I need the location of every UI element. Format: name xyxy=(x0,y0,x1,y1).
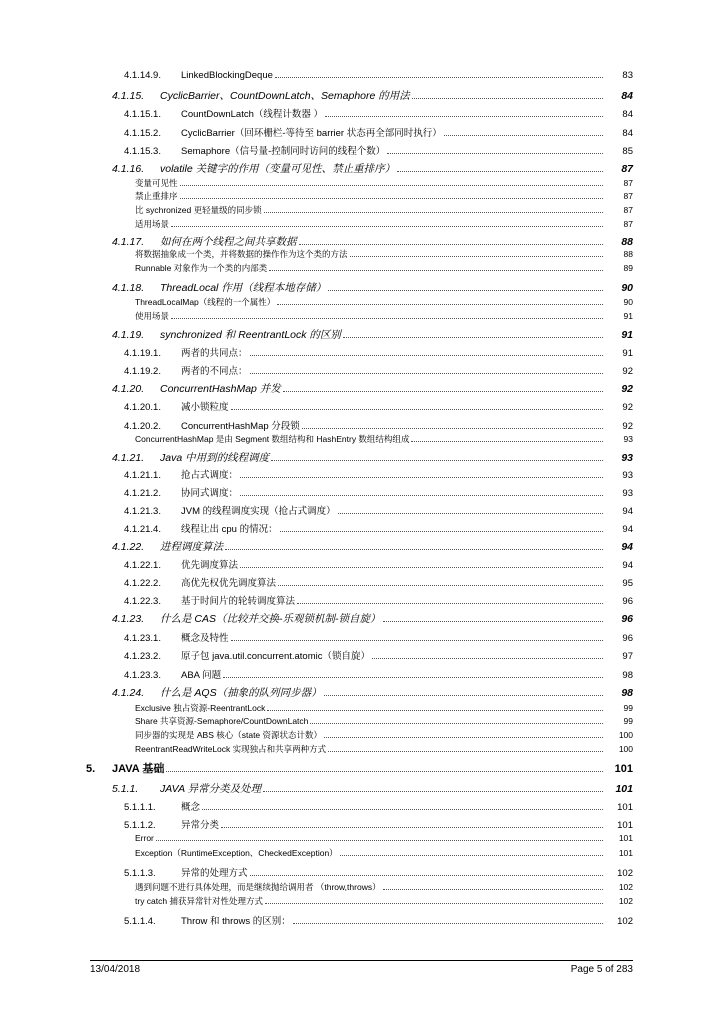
toc-entry[interactable] xyxy=(0,593,720,607)
toc-entry[interactable] xyxy=(0,327,720,342)
footer-date: 13/04/2018 xyxy=(90,964,141,975)
toc-entry-page: 94 xyxy=(621,541,633,553)
toc-entry[interactable] xyxy=(0,248,720,260)
dot-leader xyxy=(325,110,603,117)
toc-entry-number: 5.1.1.3. xyxy=(124,868,156,879)
toc-entry-page: 93 xyxy=(623,434,633,444)
toc-entry-page: 92 xyxy=(622,421,633,432)
toc-entry-page: 88 xyxy=(621,236,633,248)
dot-leader xyxy=(372,652,603,659)
toc-entry-title: 进程调度算法 xyxy=(160,541,223,553)
dot-leader xyxy=(269,265,603,271)
toc-entry-number: 4.1.19.2. xyxy=(124,366,161,377)
toc-entry[interactable] xyxy=(0,70,720,81)
toc-entry-title: CyclicBarrier（回环栅栏-等待至 barrier 状态再全部同时执行） xyxy=(181,128,442,139)
toc-entry-title: 异常的处理方式 xyxy=(181,868,248,879)
toc-entry-page: 91 xyxy=(622,348,633,359)
toc-entry-title: 两者的不同点： xyxy=(181,366,248,377)
toc-entry-title: 什么是 CAS（比较并交换-乐观锁机制-锁自旋） xyxy=(160,613,381,625)
dot-leader xyxy=(166,764,603,772)
toc-entry[interactable] xyxy=(0,575,720,589)
toc-entry-page: 98 xyxy=(621,687,633,699)
footer-page-number: Page 5 of 283 xyxy=(570,964,633,975)
toc-entry[interactable] xyxy=(0,881,720,893)
toc-entry-page: 101 xyxy=(617,820,633,831)
toc-entry-number: 4.1.18. xyxy=(112,282,145,294)
toc-entry-number: 4.1.22. xyxy=(112,541,145,553)
toc-entry-page: 101 xyxy=(615,783,633,795)
toc-entry-page: 101 xyxy=(618,848,633,858)
toc-entry[interactable] xyxy=(0,125,720,139)
dot-leader xyxy=(328,746,603,752)
dot-leader xyxy=(350,251,603,257)
toc-entry-page: 94 xyxy=(622,524,633,535)
toc-entry-page: 89 xyxy=(623,263,633,273)
toc-entry-page: 100 xyxy=(618,730,633,740)
toc-entry-title: JVM 的线程调度实现（抢占式调度） xyxy=(181,506,336,517)
toc-entry-title: 适用场景 xyxy=(135,219,170,229)
toc-entry-number: 4.1.24. xyxy=(112,687,145,699)
dot-leader xyxy=(180,180,603,186)
dot-leader xyxy=(383,884,603,890)
toc-entry-title: 禁止重排序 xyxy=(135,191,178,201)
toc-entry[interactable] xyxy=(0,363,720,377)
toc-entry-page: 97 xyxy=(622,651,633,662)
dot-leader xyxy=(444,129,603,136)
toc-entry-title: ThreadLocalMap（线程的一个属性） xyxy=(135,297,276,307)
toc-entry-page: 99 xyxy=(623,716,633,726)
toc-entry[interactable] xyxy=(0,913,720,927)
dot-leader xyxy=(202,803,603,810)
toc-entry-number: 4.1.23.1. xyxy=(124,633,161,644)
dot-leader xyxy=(412,92,603,99)
toc-entry[interactable] xyxy=(0,345,720,359)
toc-entry-number: 4.1.14.9. xyxy=(124,70,161,81)
toc-entry-title: Error xyxy=(135,833,154,843)
toc-entry-number: 4.1.21.4. xyxy=(124,524,161,535)
toc-entry[interactable] xyxy=(0,234,720,249)
dot-leader xyxy=(299,238,604,245)
toc-entry-number: 4.1.21. xyxy=(112,452,145,464)
toc-entry-page: 84 xyxy=(621,90,633,102)
toc-entry-number: 4.1.20.2. xyxy=(124,421,161,432)
toc-entry[interactable] xyxy=(0,177,720,189)
toc-entry-title: 原子包 java.util.concurrent.atomic（锁自旋） xyxy=(181,651,370,662)
toc-entry-number: 4.1.15. xyxy=(112,90,145,102)
toc-entry-title: 使用场景 xyxy=(135,311,170,321)
toc-entry-title: synchronized 和 ReentrantLock 的区别 xyxy=(160,329,341,341)
toc-entry-number: 4.1.22.3. xyxy=(124,596,161,607)
toc-entry-page: 102 xyxy=(618,882,633,892)
toc-entry-number: 4.1.22.1. xyxy=(124,560,161,571)
toc-entry-number: 4.1.21.2. xyxy=(124,488,161,499)
toc-entry-title: 同步器的实现是 ABS 核心（state 资源状态计数） xyxy=(135,730,323,740)
toc-entry-page: 84 xyxy=(622,109,633,120)
toc-entry-title: 将数据抽象成一个类，并将数据的操作作为这个类的方法 xyxy=(135,249,348,259)
toc-entry[interactable] xyxy=(0,895,720,907)
toc-entry-page: 92 xyxy=(622,402,633,413)
dot-leader xyxy=(265,898,603,904)
toc-entry[interactable] xyxy=(0,381,720,396)
toc-entry-title: try catch 捕获异常针对性处理方式 xyxy=(135,896,263,906)
toc-entry[interactable] xyxy=(0,847,720,859)
dot-leader xyxy=(240,489,603,496)
toc-entry-page: 93 xyxy=(621,452,633,464)
toc-entry[interactable] xyxy=(0,204,720,216)
dot-leader xyxy=(250,367,603,374)
toc-entry-page: 98 xyxy=(622,670,633,681)
toc-entry-page: 96 xyxy=(622,596,633,607)
toc-entry[interactable] xyxy=(0,611,720,626)
dot-leader xyxy=(275,71,603,78)
toc-entry-title: 高优先权优先调度算法 xyxy=(181,578,277,589)
dot-leader xyxy=(297,597,603,604)
toc-entry-title: Exclusive 独占资源-ReentrantLock xyxy=(135,703,266,713)
toc-entry-title: 什么是 AQS（抽象的队列同步器） xyxy=(160,687,322,699)
toc-entry[interactable] xyxy=(0,799,720,813)
toc-entry-title: Semaphore（信号量-控制同时访问的线程个数） xyxy=(181,146,386,157)
toc-entry-page: 102 xyxy=(617,916,633,927)
dot-leader xyxy=(263,785,603,792)
toc-entry-page: 95 xyxy=(622,578,633,589)
toc-entry[interactable] xyxy=(0,760,720,776)
toc-entry-number: 4.1.23.3. xyxy=(124,670,161,681)
toc-entry-page: 87 xyxy=(621,163,633,175)
toc-entry-page: 102 xyxy=(618,896,633,906)
toc-entry[interactable] xyxy=(0,743,720,755)
toc-entry-title: 两者的共同点： xyxy=(181,348,248,359)
dot-leader xyxy=(302,422,603,429)
dot-leader xyxy=(271,454,603,461)
toc-entry[interactable] xyxy=(0,418,720,432)
toc-entry[interactable] xyxy=(0,467,720,481)
toc-entry-title: 线程让出 cpu 的情况： xyxy=(181,524,278,535)
toc-entry-number: 4.1.23. xyxy=(112,613,145,625)
toc-entry-title: 优先调度算法 xyxy=(181,560,239,571)
toc-entry-page: 87 xyxy=(623,219,633,229)
toc-entry[interactable] xyxy=(0,503,720,517)
toc-entry-page: 99 xyxy=(623,703,633,713)
toc-entry-title: ABA 问题 xyxy=(181,670,222,681)
toc-entry-page: 93 xyxy=(622,488,633,499)
toc-entry[interactable] xyxy=(0,106,720,120)
toc-entry-page: 91 xyxy=(621,329,633,341)
toc-entry-page: 94 xyxy=(622,506,633,517)
toc-entry-page: 90 xyxy=(621,282,633,294)
toc-entry-page: 101 xyxy=(617,802,633,813)
dot-leader xyxy=(340,850,603,856)
toc-entry-title: LinkedBlockingDeque xyxy=(181,70,273,81)
dot-leader xyxy=(343,331,603,338)
dot-leader xyxy=(264,207,603,213)
toc-entry[interactable] xyxy=(0,88,720,103)
toc-entry-title: JAVA 异常分类及处理 xyxy=(160,783,262,795)
dot-leader xyxy=(223,671,603,678)
dot-leader xyxy=(240,471,603,478)
toc-entry[interactable] xyxy=(0,667,720,681)
toc-entry-number: 4.1.15.2. xyxy=(124,128,161,139)
dot-leader xyxy=(231,634,603,641)
toc-entry-page: 94 xyxy=(622,560,633,571)
dot-leader xyxy=(250,869,603,876)
toc-entry-number: 4.1.19. xyxy=(112,329,145,341)
toc-entry-title: Share 共享资源-Semaphore/CountDownLatch xyxy=(135,716,309,726)
dot-leader xyxy=(310,718,603,724)
toc-entry-title: 基于时间片的轮转调度算法 xyxy=(181,596,296,607)
dot-leader xyxy=(156,835,603,841)
dot-leader xyxy=(293,917,603,924)
toc-entry[interactable] xyxy=(0,817,720,831)
toc-entry[interactable] xyxy=(0,865,720,879)
toc-entry[interactable] xyxy=(0,310,720,322)
dot-leader xyxy=(328,284,603,291)
toc-entry[interactable] xyxy=(0,218,720,230)
toc-entry-title: CountDownLatch（线程计数器 ） xyxy=(181,109,324,120)
toc-entry-title: JAVA 基础 xyxy=(112,763,165,775)
toc-entry-number: 4.1.17. xyxy=(112,236,145,248)
toc-entry-number: 4.1.20.1. xyxy=(124,402,161,413)
toc-entry-page: 102 xyxy=(617,868,633,879)
dot-leader xyxy=(250,349,603,356)
toc-entry-page: 84 xyxy=(622,128,633,139)
toc-entry-title: 如何在两个线程之间共享数据 xyxy=(160,236,297,248)
dot-leader xyxy=(171,313,603,319)
toc-entry-title: CyclicBarrier、CountDownLatch、Semaphore 的用法 xyxy=(160,90,410,102)
toc-entry-page: 91 xyxy=(623,311,633,321)
toc-entry-title: Java 中用到的线程调度 xyxy=(160,452,270,464)
toc-entry-page: 90 xyxy=(623,297,633,307)
toc-entry-title: ConcurrentHashMap 是由 Segment 数组结构和 HashEntry 数组结构组成 xyxy=(135,434,410,444)
toc-entry-number: 5. xyxy=(86,763,96,775)
toc-entry-number: 4.1.15.1. xyxy=(124,109,161,120)
toc-entry-number: 4.1.23.2. xyxy=(124,651,161,662)
toc-entry-page: 96 xyxy=(622,633,633,644)
toc-entry[interactable] xyxy=(0,399,720,413)
toc-entry-title: 减小锁粒度 xyxy=(181,402,229,413)
toc-entry[interactable] xyxy=(0,557,720,571)
toc-entry-number: 4.1.21.1. xyxy=(124,470,161,481)
toc-entry-page: 92 xyxy=(621,383,633,395)
dot-leader xyxy=(267,705,603,711)
dot-leader xyxy=(283,385,603,392)
toc-entry-title: 概念及特性 xyxy=(181,633,229,644)
dot-leader xyxy=(324,732,603,738)
dot-leader xyxy=(171,221,603,227)
toc-entry-title: ThreadLocal 作用（线程本地存储） xyxy=(160,282,327,294)
toc-entry-number: 4.1.22.2. xyxy=(124,578,161,589)
toc-entry[interactable] xyxy=(0,143,720,157)
toc-entry-page: 101 xyxy=(614,763,633,775)
dot-leader xyxy=(397,165,603,172)
dot-leader xyxy=(180,193,603,199)
dot-leader xyxy=(278,579,603,586)
dot-leader xyxy=(280,525,603,532)
dot-leader xyxy=(221,821,603,828)
toc-entry[interactable] xyxy=(0,702,720,714)
toc-entry[interactable] xyxy=(0,190,720,202)
toc-entry[interactable] xyxy=(0,630,720,644)
dot-leader xyxy=(324,689,603,696)
toc-entry[interactable] xyxy=(0,539,720,554)
toc-entry-title: 异常分类 xyxy=(181,820,220,831)
toc-entry-title: 抢占式调度： xyxy=(181,470,239,481)
toc-entry-number: 4.1.20. xyxy=(112,383,145,395)
toc-entry-page: 96 xyxy=(621,613,633,625)
dot-leader xyxy=(240,561,603,568)
toc-entry-page: 92 xyxy=(622,366,633,377)
toc-entry-title: 协同式调度： xyxy=(181,488,239,499)
toc-entry-page: 100 xyxy=(618,744,633,754)
toc-entry-title: ConcurrentHashMap 并发 xyxy=(160,383,281,395)
toc-entry-number: 5.1.1.2. xyxy=(124,820,156,831)
toc-entry-title: 遇到问题不进行具体处理，而是继续抛给调用者 （throw,throws） xyxy=(135,882,381,892)
toc-entry-title: 变量可见性 xyxy=(135,178,178,188)
dot-leader xyxy=(225,543,603,550)
dot-leader xyxy=(338,507,603,514)
toc-entry-title: ReentrantReadWriteLock 实现独占和共享两种方式 xyxy=(135,744,327,754)
toc-entry-page: 93 xyxy=(622,470,633,481)
toc-entry-page: 85 xyxy=(622,146,633,157)
toc-entry[interactable] xyxy=(0,715,720,727)
toc-entry[interactable] xyxy=(0,833,720,843)
toc-entry[interactable] xyxy=(0,729,720,741)
dot-leader xyxy=(231,403,603,410)
dot-leader xyxy=(387,147,603,154)
toc-entry-title: Exception（RuntimeException、CheckedException） xyxy=(135,848,338,858)
dot-leader xyxy=(383,615,604,622)
toc-entry-page: 87 xyxy=(623,191,633,201)
toc-entry-title: ConcurrentHashMap 分段锁 xyxy=(181,421,300,432)
toc-entry[interactable] xyxy=(0,521,720,535)
toc-entry[interactable] xyxy=(0,262,720,274)
dot-leader xyxy=(411,436,603,442)
toc-entry[interactable] xyxy=(0,450,720,465)
toc-entry-number: 4.1.16. xyxy=(112,163,145,175)
toc-entry-number: 4.1.21.3. xyxy=(124,506,161,517)
toc-entry-number: 5.1.1. xyxy=(112,783,139,795)
toc-entry[interactable] xyxy=(0,648,720,662)
toc-entry[interactable] xyxy=(0,781,720,796)
toc-entry-page: 88 xyxy=(623,249,633,259)
toc-entry-number: 5.1.1.4. xyxy=(124,916,156,927)
toc-entry-page: 87 xyxy=(623,178,633,188)
toc-entry-number: 4.1.19.1. xyxy=(124,348,161,359)
dot-leader xyxy=(277,299,603,305)
toc-entry-title: Runnable 对象作为一个类的内部类 xyxy=(135,263,268,273)
toc-entry-page: 83 xyxy=(622,70,633,81)
toc-entry[interactable] xyxy=(0,296,720,308)
toc-entry[interactable] xyxy=(0,280,720,295)
toc-entry-number: 5.1.1.1. xyxy=(124,802,156,813)
toc-entry[interactable] xyxy=(0,161,720,176)
page-footer xyxy=(90,960,633,975)
toc-entry-title: 概念 xyxy=(181,802,201,813)
toc-entry[interactable] xyxy=(0,485,720,499)
toc-entry-number: 4.1.15.3. xyxy=(124,146,161,157)
toc-entry[interactable] xyxy=(0,685,720,700)
toc-entry[interactable] xyxy=(0,433,720,445)
toc-entry-page: 87 xyxy=(623,205,633,215)
toc-entry-title: volatile 关键字的作用（变量可见性、禁止重排序） xyxy=(160,163,396,175)
toc-entry-title: Throw 和 throws 的区别： xyxy=(181,916,291,927)
toc-entry-page: 101 xyxy=(618,833,633,843)
toc-entry-title: 比 sychronized 更轻量级的同步锁 xyxy=(135,205,262,215)
